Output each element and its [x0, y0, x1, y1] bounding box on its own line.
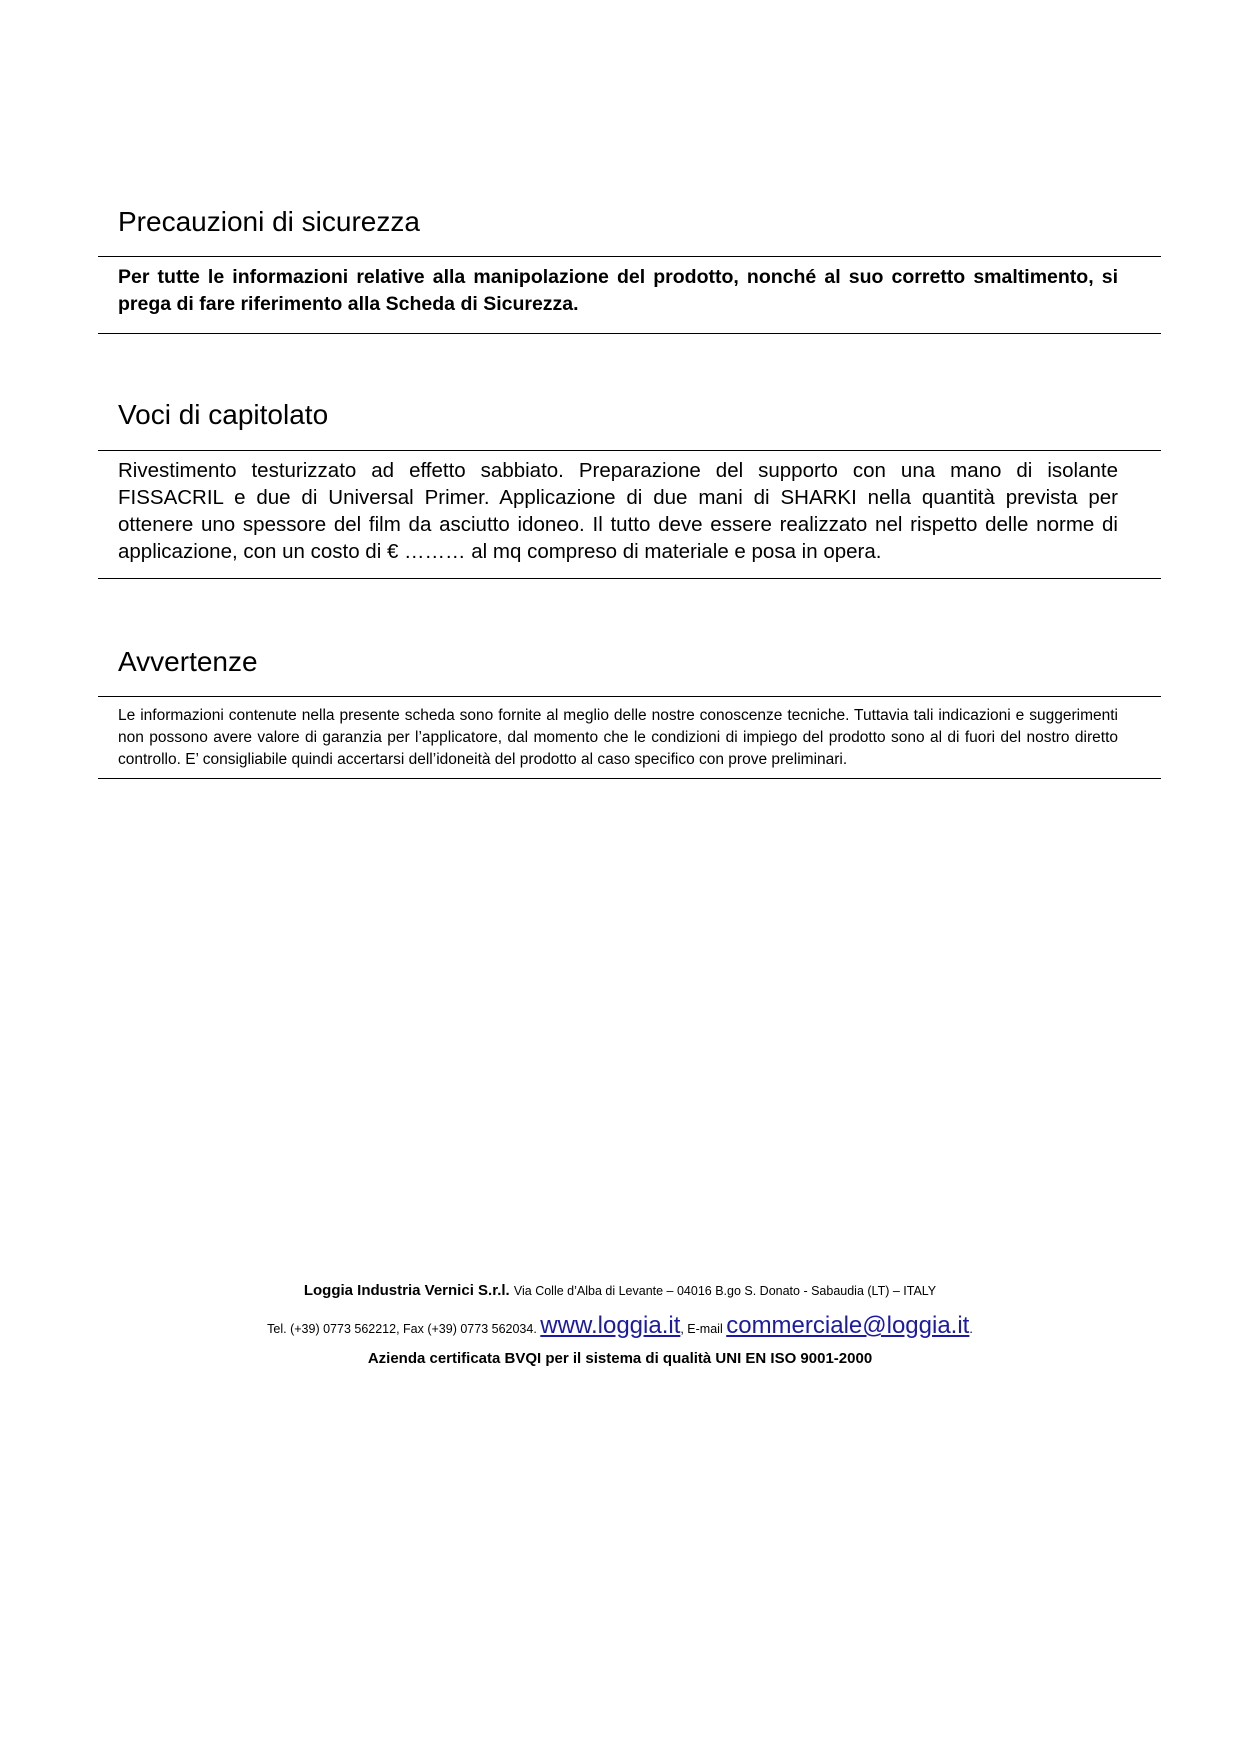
- company-address: Via Colle d’Alba di Levante – 04016 B.go S. Donato - Sabaudia (LT) – ITALY: [513, 1284, 937, 1298]
- footer-contact-line: [0, 1310, 1240, 1345]
- avvertenze-top-rule: [98, 696, 1161, 697]
- footer-company-line: [0, 1282, 1240, 1299]
- precauzioni-bottom-rule: [98, 333, 1161, 334]
- certification-line: Azienda certificata BVQI per il sistema di qualità UNI EN ISO 9001-2000: [367, 1350, 873, 1367]
- precauzioni-text: Per tutte le informazioni relative alla manipolazione del prodotto, nonché al suo corretto smaltimento, si prega di fare riferimento alla Scheda di Sicurezza.: [118, 266, 1118, 315]
- email-link[interactable]: commerciale@loggia.it: [726, 1312, 970, 1339]
- website-link[interactable]: www.loggia.it: [540, 1312, 681, 1339]
- avvertenze-heading: Avvertenze: [118, 646, 258, 677]
- phone-fax: Tel. (+39) 0773 562212, Fax (+39) 0773 562034.: [267, 1322, 537, 1336]
- capitolato-heading: Voci di capitolato: [118, 399, 329, 430]
- precauzioni-heading: Precauzioni di sicurezza: [118, 206, 420, 237]
- avvertenze-text: Le informazioni contenute nella presente scheda sono fornite al meglio delle nostre conoscenze tecniche. Tuttavia tali indicazioni e suggerimenti non possono avere valore di garanzia per l’applicatore, dal momento che le condizioni di impiego del prodotto sono al di fuori del nostro diretto controllo. E’ consigliabile quindi accertarsi dell’idoneità del prodotto al caso specifico con prove preliminari.: [118, 707, 1118, 768]
- company-name: Loggia Industria Vernici S.r.l.: [303, 1282, 510, 1299]
- capitolato-bottom-rule: [98, 578, 1161, 579]
- avvertenze-bottom-rule: [98, 778, 1161, 779]
- capitolato-text: Rivestimento testurizzato ad effetto sabbiato. Preparazione del supporto con una mano di isolante FISSACRIL e due di Universal Primer. Applicazione di due mani di SHARKI nella quantità prevista per ottenere uno spessore del film da asciutto idoneo. Il tutto deve essere realizzato nel rispetto delle norme di applicazione, con un costo di € ……… al mq compreso di materiale e posa in opera.: [118, 459, 1118, 563]
- email-label: , E-mail: [680, 1322, 723, 1336]
- precauzioni-top-rule: [98, 256, 1161, 257]
- capitolato-top-rule: [98, 450, 1161, 451]
- email-suffix: .: [969, 1322, 973, 1336]
